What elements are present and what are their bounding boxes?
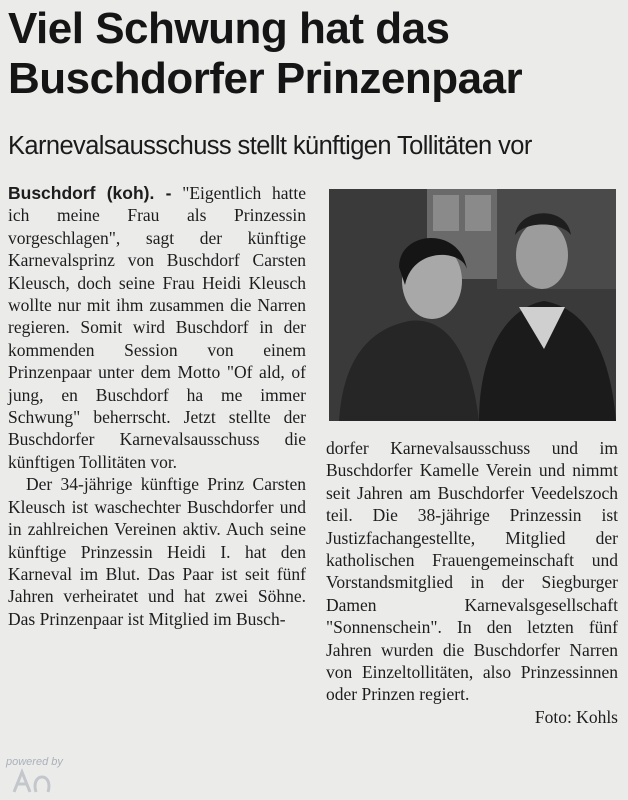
paragraph-1-text: "Eigentlich hatte ich meine Frau als Prinzessin vorgeschlagen", sagt der künftige Karnevalsprinz von Buschdorf Carsten Kleusch, doch seine Frau Heidi Kleusch wollte nur mit ihm zusammen die Narren regieren. Somit wird Buschdorf in der kommenden Session von einem Prinzenpaar unter dem Motto "Of ald, of jung, en Buschdorf ha me immer Schwung" beherrscht. Jetzt stellte der Buschdorfer Karnevalsausschuss die künftigen Tollitäten vor.	[8, 183, 307, 472]
article-column-right	[326, 437, 618, 728]
article-column-left	[8, 182, 306, 630]
subheadline: Karnevalsausschuss stellt künftigen Tollitäten vor	[8, 132, 532, 160]
paragraph-1	[8, 182, 306, 473]
watermark-logo-icon	[10, 766, 70, 796]
photo-credit: Foto: Kohls	[534, 706, 618, 727]
paragraph-3: dorfer Karnevalsausschuss und im Buschdorfer Kamelle Verein und nimmt seit Jahren am Buschdorfer Veedelszoch teil. Die 38-jährige Prinzessin ist Justizfachangestellte, Mitglied der katholischen Frauengemeinschaft und Vorstandsmitglied in der Siegburger Damen Karnevalsgesellschaft "Sonnenschein". In den letzten fünf Jahren wurden die Buschdorfer Narren von Einzeltollitäten, also Prinzessinnen oder Prinzen regiert.	[326, 438, 618, 705]
watermark-text: powered by	[6, 756, 63, 768]
photo-image	[329, 189, 616, 421]
photo-prince-couple	[329, 189, 616, 421]
headline: Viel Schwung hat das Buschdorfer Prinzenpaar	[8, 4, 523, 103]
paragraph-2: Der 34-jährige künftige Prinz Carsten Kleusch ist waschechter Buschdorfer und in zahlreichen Vereinen aktiv. Auch seine künftige Prinzessin Heidi I. hat den Karneval im Blut. Das Paar ist seit fünf Jahren verheiratet und hat zwei Söhne. Das Prinzenpaar ist Mitglied im Busch-	[8, 474, 306, 629]
dateline: Buschdorf (koh). -	[8, 183, 172, 203]
